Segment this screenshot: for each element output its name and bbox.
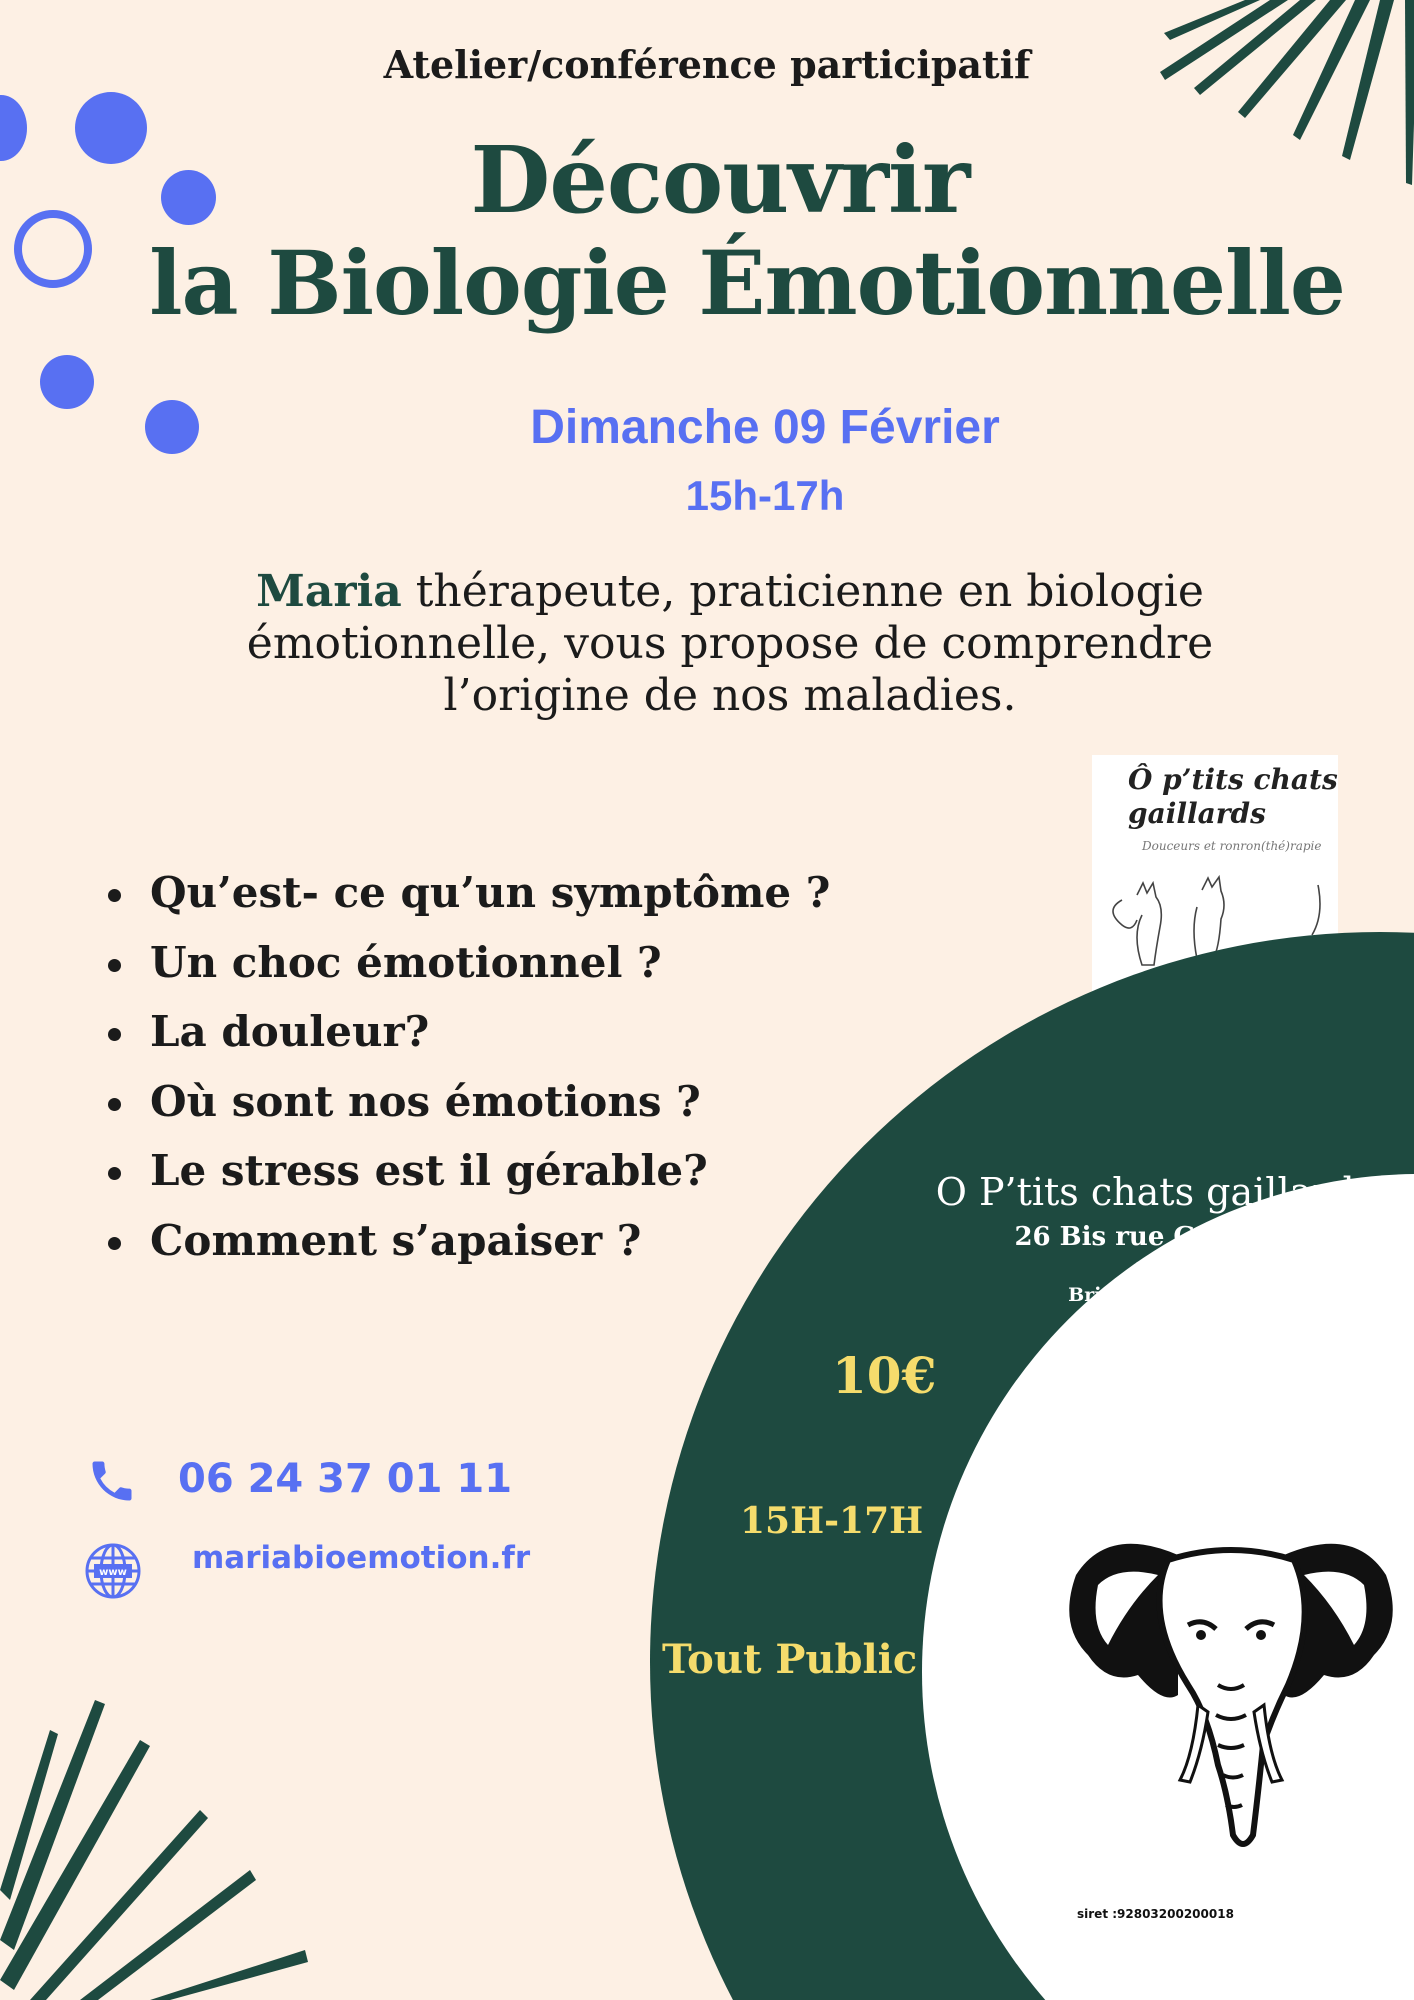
logo-title-line2: gaillards	[1128, 797, 1266, 830]
globe-www-icon	[84, 1542, 142, 1600]
list-item: Comment s’apaiser ?	[108, 1206, 830, 1276]
logo-tagline: Douceurs et ronron(thé)rapie	[1142, 839, 1322, 853]
presenter-name: Maria	[256, 566, 402, 617]
price: 10€	[832, 1346, 937, 1405]
elephant-head-icon	[1068, 1535, 1394, 1855]
event-type: Atelier/conférence participatif	[383, 42, 1031, 87]
venue-name: O P’tits chats gaillards	[935, 1170, 1375, 1214]
phone-number[interactable]: 06 24 37 01 11	[178, 1456, 513, 1502]
list-item: Un choc émotionnel ?	[108, 928, 830, 998]
page-title-line1: Découvrir	[470, 126, 970, 234]
list-item: La douleur?	[108, 997, 830, 1067]
svg-text:www: www	[99, 1567, 127, 1578]
siret-number: siret :92803200200018	[1077, 1907, 1234, 1921]
event-time: 15h-17h	[685, 472, 845, 519]
phone-icon	[86, 1455, 138, 1507]
list-item: Le stress est il gérable?	[108, 1136, 830, 1206]
venue-city: Brive la Gaillarde.	[1068, 1284, 1262, 1306]
website-link[interactable]: mariabioemotion.fr	[192, 1540, 531, 1576]
hours: 15H-17H	[740, 1500, 924, 1542]
event-date: Dimanche 09 Février	[530, 401, 1000, 454]
logo-title-line1: Ô p’tits chats	[1128, 763, 1338, 796]
list-item: Où sont nos émotions ?	[108, 1067, 830, 1137]
page-title-line2: la Biologie Émotionnelle	[149, 231, 1345, 335]
venue-postcode: 19100	[1133, 1258, 1197, 1279]
list-item: Qu’est- ce qu’un symptôme ?	[108, 858, 830, 928]
audience: Tout Public	[662, 1636, 918, 1683]
venue-street: 26 Bis rue Gambetta	[1014, 1222, 1316, 1252]
intro-text: thérapeute, praticienne en biologie émotionnelle, vous propose de comprendre l’origine de nos maladies.	[246, 566, 1214, 721]
